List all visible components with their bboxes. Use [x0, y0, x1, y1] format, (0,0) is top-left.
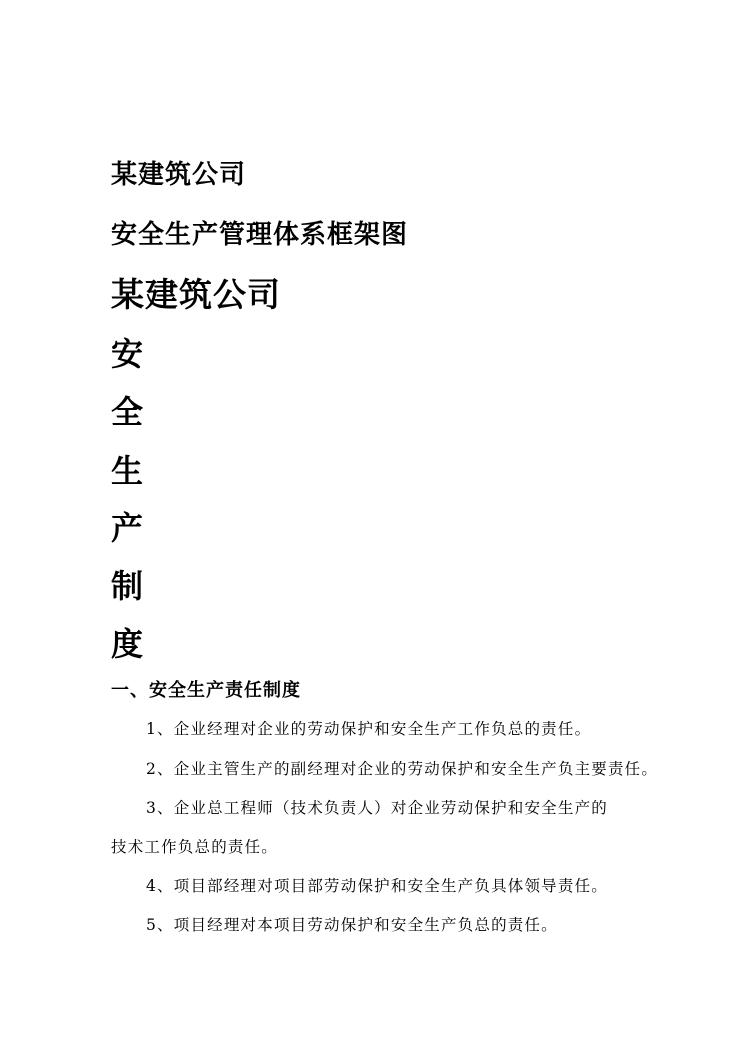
vertical-title-char: 制 — [111, 567, 144, 605]
company-title-large: 某建筑公司 — [111, 275, 281, 314]
paragraph-item: 1、企业经理对企业的劳动保护和安全生产工作负总的责任。 — [146, 720, 592, 738]
vertical-title-char: 度 — [111, 625, 144, 663]
paragraph-item: 3、企业总工程师（技术负责人）对企业劳动保护和安全生产的 — [146, 799, 608, 817]
section-heading: 一、安全生产责任制度 — [111, 680, 301, 701]
vertical-title-char: 全 — [111, 393, 144, 431]
paragraph-item: 4、项目部经理对项目部劳动保护和安全生产负具体领导责任。 — [146, 877, 608, 895]
vertical-title-char: 安 — [111, 335, 144, 373]
vertical-title-char: 产 — [111, 509, 144, 547]
vertical-title-char: 生 — [111, 452, 144, 490]
paragraph-item-continuation: 技术工作负总的责任。 — [111, 838, 279, 856]
paragraph-item: 5、项目经理对本项目劳动保护和安全生产负总的责任。 — [146, 916, 558, 934]
company-title: 某建筑公司 — [111, 160, 247, 190]
framework-title: 安全生产管理体系框架图 — [111, 220, 409, 250]
paragraph-item: 2、企业主管生产的副经理对企业的劳动保护和安全生产负主要责任。 — [146, 760, 659, 778]
